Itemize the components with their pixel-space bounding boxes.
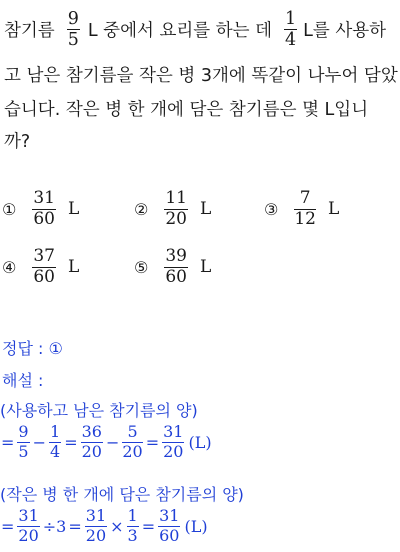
question-line-2: 고 남은 참기름을 작은 병 3개에 똑같이 나누어 담았 xyxy=(4,66,398,86)
answer-line: 정답 : ① xyxy=(2,339,63,358)
question-text: 참기름 xyxy=(4,21,55,42)
explanation-heading: 해설 : xyxy=(2,371,44,390)
question-text: L 중에서 요리를 하는 데 xyxy=(87,21,273,42)
question-line-3: 습니다. 작은 병 한 개에 담은 참기름은 몇 L입니 xyxy=(4,100,369,120)
option-2[interactable]: ② $\frac{11}{20}$ L xyxy=(134,188,212,229)
question-line-4: 까? xyxy=(4,132,31,152)
option-3[interactable]: ③ $\frac{7}{12}$ L xyxy=(264,188,340,229)
question-text: L를 사용하 xyxy=(303,21,387,42)
step2-label: (작은 병 한 개에 담은 참기름의 양) xyxy=(0,485,244,504)
option-1[interactable]: ① $\frac{31}{60}$ L xyxy=(2,188,80,229)
option-5[interactable]: ⑤ $\frac{39}{60}$ L xyxy=(134,246,212,287)
step1-equation: = $\frac{9}{5}$ − $\frac{1}{4}$ = $\frac{36}{20}$ − $\frac{5}{20}$ = $\frac{31}{20}$ (L) xyxy=(1,422,212,461)
question-line-1 xyxy=(4,10,386,50)
option-4[interactable]: ④ $\frac{37}{60}$ L xyxy=(2,246,80,287)
step1-label: (사용하고 남은 참기름의 양) xyxy=(0,401,198,420)
fraction: $\frac{9}{5}$ xyxy=(67,9,79,51)
fraction: $\frac{1}{4}$ xyxy=(285,9,297,51)
step2-equation: = $\frac{31}{20}$ ÷3 = $\frac{31}{20}$ × $\frac{1}{3}$ = $\frac{31}{60}$ (L) xyxy=(1,506,208,545)
